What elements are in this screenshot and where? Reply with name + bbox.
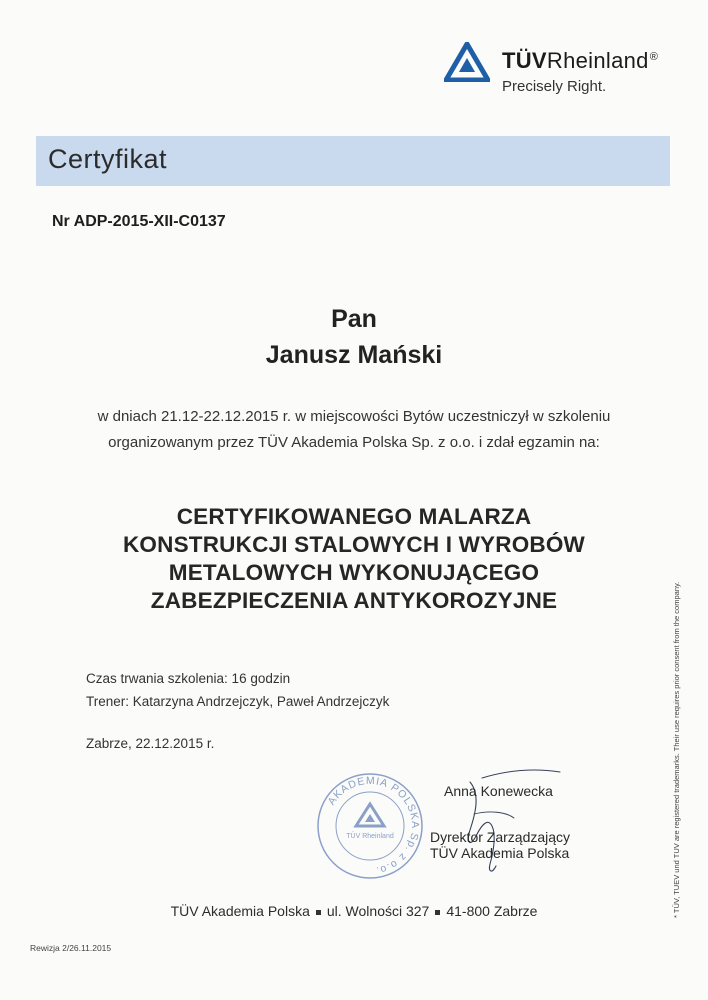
signer-title xyxy=(430,829,570,861)
signer-title-line-1: Dyrektor Zarządzający xyxy=(430,829,571,845)
footer-separator-1 xyxy=(316,910,321,915)
certificate-title: Certyfikat xyxy=(48,144,168,174)
intro-line-2: organizowanym przez TÜV Akademia Polska Sp. z o.o. i zdał egzamin na: xyxy=(108,434,600,451)
logo-registered-mark: ® xyxy=(649,50,659,63)
logo-tagline: Precisely Right. xyxy=(502,78,607,95)
stamp-ring-text: AKADEMIA POLSKA Sp. z o.o. xyxy=(325,774,422,877)
qualification-line-3: METALOWYCH WYKONUJĄCEGO xyxy=(168,560,540,585)
trademark-note: * TÜV, TUEV und TUV are registered trademarks. Their use requires prior consent from the company. xyxy=(672,581,681,918)
qualification-title xyxy=(0,503,708,615)
footer-company: TÜV Akademia Polska xyxy=(170,903,310,919)
intro-line-1: w dniach 21.12-22.12.2015 r. w miejscowości Bytów uczestniczył w szkoleniu xyxy=(97,408,611,425)
footer-city: 41-800 Zabrze xyxy=(446,903,538,919)
revision-note: Rewizja 2/26.11.2015 xyxy=(30,943,112,953)
signer-title-line-2: TÜV Akademia Polska xyxy=(430,845,570,861)
training-details xyxy=(86,667,389,713)
signer-name: Anna Konewecka xyxy=(444,783,553,799)
qualification-line-1: CERTYFIKOWANEGO MALARZA xyxy=(176,504,532,529)
qualification-line-2: KONSTRUKCJI STALOWYCH I WYROBÓW xyxy=(122,532,585,557)
recipient-salutation: Pan xyxy=(331,305,377,333)
trademark-note-container xyxy=(672,578,684,918)
place-and-date: Zabrze, 22.12.2015 r. xyxy=(86,736,215,751)
tuv-triangle-icon xyxy=(444,42,490,82)
qualification-line-4: ZABEZPIECZENIA ANTYKOROZYJNE xyxy=(150,588,558,613)
tuv-rheinland-logo xyxy=(444,40,684,102)
certificate-number: Nr ADP-2015-XII-C0137 xyxy=(52,213,226,230)
footer-address xyxy=(0,903,708,919)
training-duration: Czas trwania szkolenia: 16 godzin xyxy=(86,671,291,686)
intro-text xyxy=(0,404,708,456)
recipient-name: Janusz Mański xyxy=(265,341,443,369)
logo-brand-light: Rheinland xyxy=(546,48,649,73)
stamp-center-text: TÜV Rheinland xyxy=(346,833,394,840)
logo-brand-bold: TÜV xyxy=(502,48,547,73)
footer-street: ul. Wolności 327 xyxy=(326,903,430,919)
logo-brand xyxy=(502,48,658,74)
footer-separator-2 xyxy=(435,910,440,915)
training-trainers: Trener: Katarzyna Andrzejczyk, Paweł Andrzejczyk xyxy=(86,694,390,709)
